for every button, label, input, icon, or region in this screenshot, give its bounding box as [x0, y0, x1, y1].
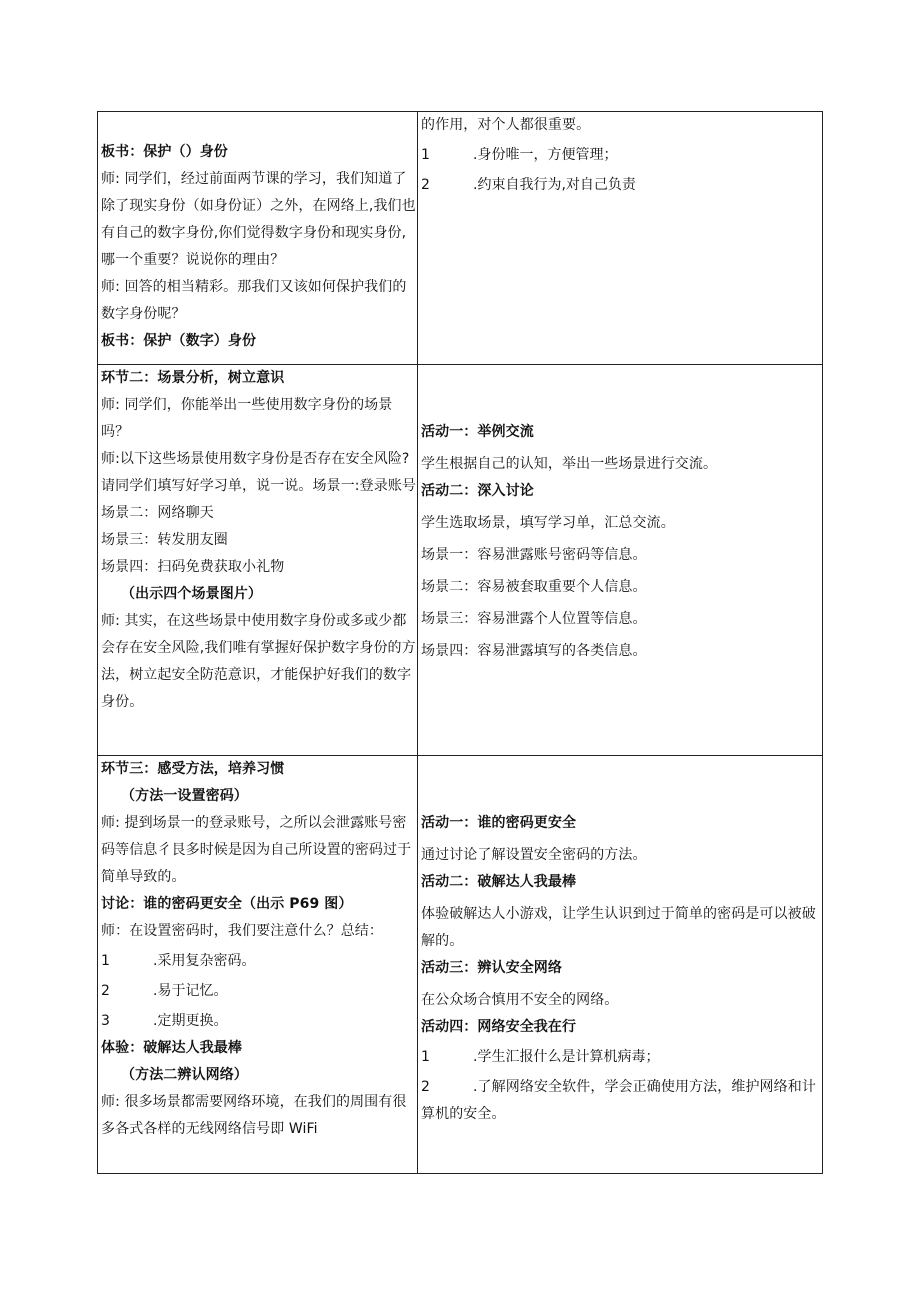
paragraph: 师: 同学们，经过前面两节课的学习，我们知道了除了现实身份（如身份证）之外，在网络上,我们也有自己的数字身份,你们觉得数字身份和现实身份,哪一个重要？说说你的理由？: [101, 171, 416, 268]
item-text: .了解网络安全软件，学会正确使用方法，维护网络和计算机的安全。: [421, 1079, 816, 1122]
numbered-item: [421, 172, 822, 199]
item-number: 1: [101, 953, 110, 969]
item-text: .身份唯一，方便管理；: [473, 147, 618, 163]
item-number: 2: [421, 177, 430, 193]
table-row: [98, 112, 823, 365]
section-heading: 环节二：场景分析，树立意识: [101, 370, 285, 386]
section-heading: 板书：保护（）身份: [101, 144, 228, 160]
item-text: .定期更换。: [153, 1013, 228, 1029]
section-heading: 活动二：深入讨论: [421, 483, 534, 499]
item-text: .采用复杂密码。: [153, 953, 256, 969]
section-heading: 板书：保护（数字）身份: [101, 333, 257, 349]
item-number: 2: [101, 983, 110, 999]
paragraph: 师: 同学们，你能举出一些使用数字身份的场景吗？: [101, 397, 393, 440]
paragraph: 场景一：容易泄露账号密码等信息。: [421, 547, 647, 563]
student-activity-cell: [418, 756, 823, 1174]
section-heading: 环节三：感受方法，培养习惯: [101, 761, 285, 777]
numbered-item: [421, 142, 822, 169]
blank-line: [421, 365, 822, 392]
paragraph: 在公众场合慎用不安全的网络。: [421, 992, 619, 1008]
table-row: [98, 365, 823, 756]
paragraph: 场景四：容易泄露填写的各类信息。: [421, 643, 647, 659]
section-heading: 活动三：辨认安全网络: [421, 960, 562, 976]
blank-line: [421, 783, 822, 810]
paragraph: 师: 提到场景一的登录账号，之所以会泄露账号密码等信息彳艮多时候是因为自己所设置的密码过于简单导致的。: [101, 815, 412, 885]
section-heading: 活动一：举例交流: [421, 424, 534, 440]
student-activity-cell: [418, 112, 823, 365]
teacher-activity-cell: [98, 756, 418, 1174]
item-number: 2: [421, 1079, 431, 1095]
paragraph: 场景三：转发朋友圈: [101, 532, 228, 548]
item-text: .学生汇报什么是计算机病毒；: [473, 1049, 660, 1065]
paragraph: 场景四：扫码免费获取小礼物: [101, 559, 285, 575]
numbered-item: [421, 1044, 822, 1071]
section-heading: 讨论：谁的密码更安全（出示 P69 图）: [101, 896, 353, 912]
section-heading: 活动四：网络安全我在行: [421, 1019, 577, 1035]
paragraph: 师: 其实，在这些场景中使用数字身份或多或少都会存在安全风险,我们唯有掌握好保护数字身份的方法，树立起安全防范意识，才能保护好我们的数字身份。: [101, 613, 416, 710]
section-heading: （方法一设置密码）: [121, 788, 248, 804]
student-activity-cell: [418, 365, 823, 756]
paragraph: 师: 很多场景都需要网络环境，在我们的周围有很多各式各样的无线网络信号即 WiFi: [101, 1094, 407, 1137]
paragraph: 学生选取场景，填写学习单，汇总交流。: [421, 515, 675, 531]
numbered-item: [101, 1008, 417, 1035]
paragraph: 师：在设置密码时，我们要注意什么？总结：: [101, 923, 383, 939]
table-row: [98, 756, 823, 1174]
lesson-plan-table: [97, 111, 823, 1174]
numbered-item: [101, 978, 417, 1005]
section-heading: （出示四个场景图片）: [121, 586, 262, 602]
paragraph: 的作用，对个人都很重要。: [421, 117, 591, 133]
teacher-activity-cell: [98, 112, 418, 365]
item-number: 3: [101, 1013, 110, 1029]
blank-line: [421, 756, 822, 783]
item-text: .约束自我行为,对自己负责: [473, 177, 636, 193]
section-heading: 体验：破解达人我最棒: [101, 1040, 242, 1056]
paragraph: 场景二：容易被套取重要个人信息。: [421, 579, 647, 595]
blank-line: [101, 112, 417, 139]
teacher-activity-cell: [98, 365, 418, 756]
section-heading: 活动二：破解达人我最棒: [421, 874, 577, 890]
item-number: 1: [421, 147, 430, 163]
item-text: .易于记忆。: [153, 983, 228, 999]
section-heading: （方法二辨认网络）: [121, 1067, 248, 1083]
section-heading: 活动一：谁的密码更安全: [421, 815, 577, 831]
numbered-item: [421, 1074, 822, 1128]
paragraph: 通过讨论了解设置安全密码的方法。: [421, 847, 647, 863]
paragraph: 师: 回答的相当精彩。那我们又该如何保护我们的数字身份呢？: [101, 279, 407, 322]
paragraph: 学生根据自己的认知，举出一些场景进行交流。: [421, 456, 718, 472]
item-number: 1: [421, 1049, 430, 1065]
paragraph: 体验破解达人小游戏，让学生认识到过于简单的密码是可以被破解的。: [421, 906, 816, 949]
blank-line: [421, 392, 822, 419]
numbered-item: [101, 948, 417, 975]
paragraph: 师:以下这些场景使用数字身份是否存在安全风险?请同学们填写好学习单，说一说。场景一:登录账号: [101, 451, 417, 494]
paragraph: 场景三：容易泄露个人位置等信息。: [421, 611, 647, 627]
paragraph: 场景二：网络聊天: [101, 505, 214, 521]
